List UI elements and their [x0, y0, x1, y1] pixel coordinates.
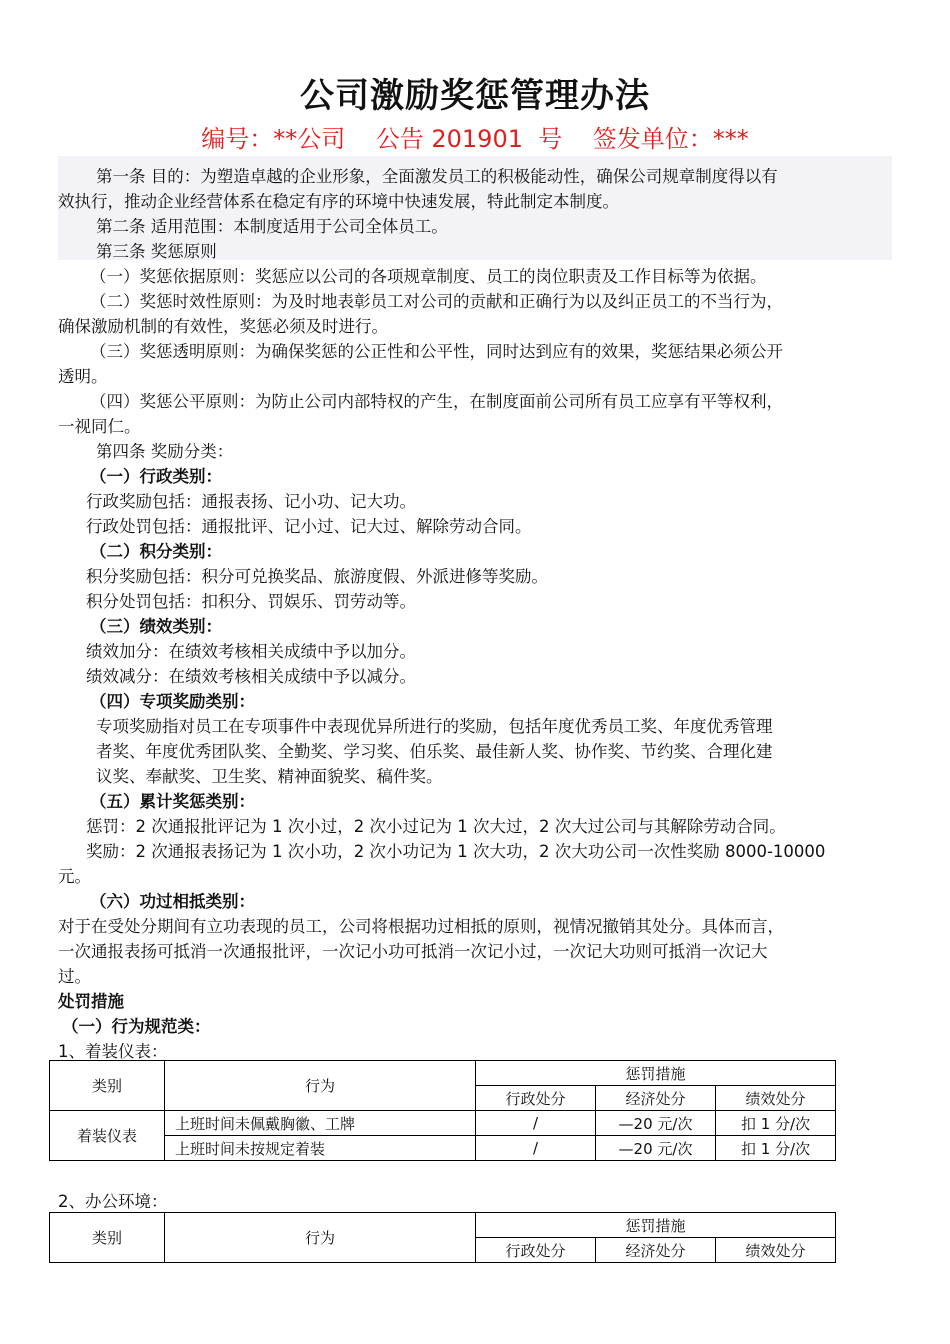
admin-cell: / [476, 1136, 596, 1161]
performance-add: 绩效加分：在绩效考核相关成绩中予以加分。 [86, 642, 416, 661]
conduct-standards-heading: （一）行为规范类： [62, 1017, 211, 1036]
article-3-heading: 第三条 奖惩原则 [96, 242, 217, 261]
behavior-cell: 上班时间未佩戴胸徽、工牌 [165, 1111, 476, 1136]
perf-cell: 扣 1 分/次 [716, 1111, 836, 1136]
office-penalty-table [49, 1212, 836, 1263]
perf-cell: 扣 1 分/次 [716, 1136, 836, 1161]
header-perf: 绩效处分 [716, 1238, 836, 1263]
principle-4-line-2: 一视同仁。 [58, 417, 141, 436]
cumulative-penalty: 惩罚：2 次通报批评记为 1 次小过，2 次小过记为 1 次大过，2 次大过公司与其解除劳动合同。 [86, 817, 786, 836]
penalty-measures-heading: 处罚措施 [58, 992, 124, 1011]
article-2: 第二条 适用范围：本制度适用于公司全体员工。 [96, 217, 448, 236]
article-1-line-1: 第一条 目的：为塑造卓越的企业形象，全面激发员工的积极能动性，确保公司规章制度得以有 [96, 167, 778, 186]
header-admin: 行政处分 [476, 1086, 596, 1111]
category-special-heading: （四）专项奖励类别： [90, 692, 255, 711]
header-category: 类别 [50, 1213, 165, 1263]
points-penalty: 积分处罚包括：扣积分、罚娱乐、罚劳动等。 [86, 592, 416, 611]
header-perf: 绩效处分 [716, 1086, 836, 1111]
special-line-2: 者奖、年度优秀团队奖、全勤奖、学习奖、伯乐奖、最佳新人奖、协作奖、节约奖、合理化建 [96, 742, 773, 761]
principle-3-line-2: 透明。 [58, 367, 108, 386]
category-performance-heading: （三）绩效类别： [90, 617, 222, 636]
header-measures: 惩罚措施 [476, 1213, 836, 1238]
principle-4-line-1: （四）奖惩公平原则：为防止公司内部特权的产生，在制度面前公司所有员工应享有平等权利， [90, 392, 783, 411]
cumulative-reward-line-2: 元。 [58, 867, 91, 886]
special-line-3: 议奖、奉献奖、卫生奖、精神面貌奖、稿件奖。 [96, 767, 443, 786]
offset-line-2: 一次通报表扬可抵消一次通报批评，一次记小功可抵消一次记小过，一次记大功则可抵消一次记大 [58, 942, 768, 961]
article-4-heading: 第四条 奖励分类： [96, 442, 234, 461]
header-admin: 行政处分 [476, 1238, 596, 1263]
offset-line-1: 对于在受处分期间有立功表现的员工，公司将根据功过相抵的原则，视情况撤销其处分。具体而言， [58, 917, 784, 936]
behavior-cell: 上班时间未按规定着装 [165, 1136, 476, 1161]
header-econ: 经济处分 [596, 1238, 716, 1263]
category-cumulative-heading: （五）累计奖惩类别： [90, 792, 255, 811]
header-econ: 经济处分 [596, 1086, 716, 1111]
document-subtitle: 编号：**公司 公告 201901 号 签发单位：*** [201, 125, 749, 153]
category-cell: 着装仪表 [50, 1111, 165, 1161]
cumulative-reward-line-1: 奖励：2 次通报表扬记为 1 次小功，2 次小功记为 1 次大功，2 次大功公司一次性奖励 8000-10000 [86, 842, 826, 861]
dress-section-heading: 1、着装仪表： [58, 1042, 168, 1061]
category-offset-heading: （六）功过相抵类别： [90, 892, 255, 911]
header-behavior: 行为 [165, 1213, 476, 1263]
principle-2-line-1: （二）奖惩时效性原则：为及时地表彰员工对公司的贡献和正确行为以及纠正员工的不当行为， [90, 292, 783, 311]
points-reward: 积分奖励包括：积分可兑换奖品、旅游度假、外派进修等奖励。 [86, 567, 548, 586]
principle-2-line-2: 确保激励机制的有效性，奖惩必须及时进行。 [58, 317, 388, 336]
econ-cell: —20 元/次 [596, 1111, 716, 1136]
performance-subtract: 绩效减分：在绩效考核相关成绩中予以减分。 [86, 667, 416, 686]
article-1-line-2: 效执行，推动企业经营体系在稳定有序的环境中快速发展，特此制定本制度。 [58, 192, 619, 211]
header-measures: 惩罚措施 [476, 1061, 836, 1086]
dress-penalty-table [49, 1060, 836, 1161]
office-section-heading: 2、办公环境： [58, 1192, 168, 1211]
principle-1: （一）奖惩依据原则：奖惩应以公司的各项规章制度、员工的岗位职责及工作目标等为依据。 [90, 267, 767, 286]
document-title: 公司激励奖惩管理办法 [300, 76, 650, 116]
special-line-1: 专项奖励指对员工在专项事件中表现优异所进行的奖励，包括年度优秀员工奖、年度优秀管理 [96, 717, 773, 736]
offset-line-3: 过。 [58, 967, 91, 986]
admin-cell: / [476, 1111, 596, 1136]
admin-reward: 行政奖励包括：通报表扬、记小功、记大功。 [86, 492, 416, 511]
header-category: 类别 [50, 1061, 165, 1111]
econ-cell: —20 元/次 [596, 1136, 716, 1161]
table-row [50, 1136, 836, 1161]
header-behavior: 行为 [165, 1061, 476, 1111]
admin-penalty: 行政处罚包括：通报批评、记小过、记大过、解除劳动合同。 [86, 517, 532, 536]
category-admin-heading: （一）行政类别： [90, 467, 222, 486]
category-points-heading: （二）积分类别： [90, 542, 222, 561]
table-row [50, 1111, 836, 1136]
principle-3-line-1: （三）奖惩透明原则：为确保奖惩的公正性和公平性，同时达到应有的效果，奖惩结果必须公开 [90, 342, 783, 361]
